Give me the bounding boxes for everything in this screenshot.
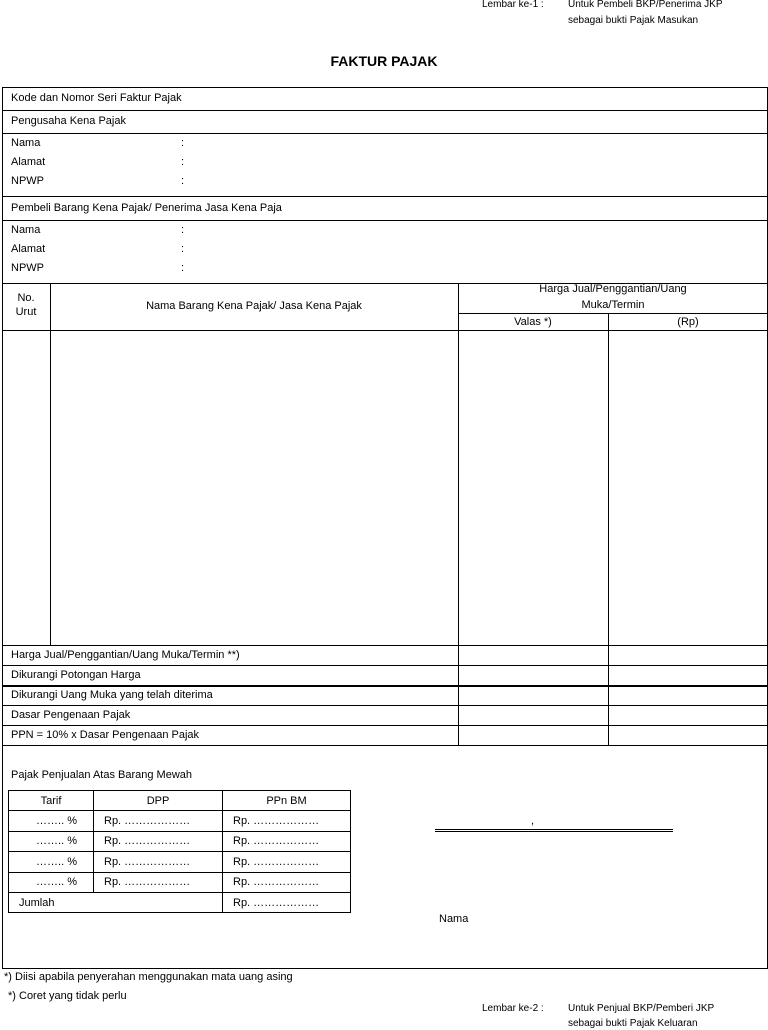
ppnbm-col-ppnbm: PPn BM bbox=[223, 791, 351, 811]
sheet-label-top: Lembar ke-1 : bbox=[482, 0, 544, 10]
col-rp-header: (Rp) bbox=[677, 316, 699, 328]
ppnbm-value-cell: Rp. ……………… bbox=[223, 831, 351, 851]
buyer-npwp-colon: : bbox=[181, 262, 185, 274]
sheet-purpose-bottom-line1: Untuk Penjual BKP/Pemberi JKP bbox=[568, 1003, 715, 1014]
ppnbm-col-tarif: Tarif bbox=[9, 791, 94, 811]
signature-place-date: , bbox=[531, 815, 535, 827]
ppnbm-value-cell: Rp. ……………… bbox=[223, 811, 351, 831]
footnote-foreign-currency: *) Diisi apabila penyerahan menggunakan mata uang asing bbox=[4, 971, 293, 983]
ppnbm-row bbox=[9, 831, 351, 851]
seller-name-label: Nama bbox=[11, 137, 41, 149]
buyer-heading: Pembeli Barang Kena Pajak/ Penerima Jasa Kena Paja bbox=[11, 202, 282, 214]
signature-line bbox=[435, 829, 673, 832]
col-valas-header: Valas *) bbox=[514, 316, 552, 328]
sheet-purpose-top-line1: Untuk Pembeli BKP/Penerima JKP bbox=[568, 0, 723, 10]
ppnbm-total-value: Rp. ……………… bbox=[223, 892, 351, 912]
seller-address-label: Alamat bbox=[11, 156, 46, 168]
signature-name-label: Nama bbox=[439, 913, 469, 925]
buyer-address-colon: : bbox=[181, 243, 185, 255]
ppnbm-row bbox=[9, 872, 351, 892]
ppnbm-table bbox=[8, 790, 351, 913]
ppnbm-dpp-cell: Rp. ……………… bbox=[94, 831, 223, 851]
buyer-address-label: Alamat bbox=[11, 243, 46, 255]
ppnbm-total-label: Jumlah bbox=[9, 892, 223, 912]
summary-row-vat: PPN = 10% x Dasar Pengenaan Pajak bbox=[11, 729, 200, 741]
ppnbm-col-dpp: DPP bbox=[94, 791, 223, 811]
col-no-header-line2: Urut bbox=[15, 306, 37, 318]
summary-row-price: Harga Jual/Penggantian/Uang Muka/Termin **) bbox=[11, 649, 240, 661]
ppnbm-dpp-cell: Rp. ……………… bbox=[94, 811, 223, 831]
col-price-header-line2: Muka/Termin bbox=[581, 299, 645, 311]
ppnbm-tarif-cell: …….. % bbox=[9, 831, 94, 851]
ppnbm-row bbox=[9, 852, 351, 872]
summary-row-downpayment: Dikurangi Uang Muka yang telah diterima bbox=[11, 689, 213, 701]
ppnbm-row bbox=[9, 811, 351, 831]
buyer-name-colon: : bbox=[181, 224, 185, 236]
page-title: FAKTUR PAJAK bbox=[330, 53, 438, 69]
seller-npwp-label: NPWP bbox=[11, 175, 44, 187]
ppnbm-tarif-cell: …….. % bbox=[9, 872, 94, 892]
ppnbm-tarif-cell: …….. % bbox=[9, 852, 94, 872]
col-no-header-line1: No. bbox=[17, 292, 35, 304]
col-item-name-header: Nama Barang Kena Pajak/ Jasa Kena Pajak bbox=[146, 300, 362, 312]
sheet-purpose-top-line2: sebagai bukti Pajak Masukan bbox=[568, 15, 699, 26]
summary-row-tax-base: Dasar Pengenaan Pajak bbox=[11, 709, 131, 721]
ppnbm-value-cell: Rp. ……………… bbox=[223, 872, 351, 892]
ppnbm-total-row bbox=[9, 892, 351, 912]
ppnbm-header-row bbox=[9, 791, 351, 811]
seller-address-colon: : bbox=[181, 156, 185, 168]
ppnbm-dpp-cell: Rp. ……………… bbox=[94, 872, 223, 892]
sheet-purpose-bottom-line2: sebagai bukti Pajak Keluaran bbox=[568, 1018, 698, 1029]
invoice-code-label: Kode dan Nomor Seri Faktur Pajak bbox=[11, 92, 182, 104]
ppnbm-heading: Pajak Penjualan Atas Barang Mewah bbox=[11, 769, 193, 781]
buyer-name-label: Nama bbox=[11, 224, 41, 236]
ppnbm-dpp-cell: Rp. ……………… bbox=[94, 852, 223, 872]
footnote-strike: *) Coret yang tidak perlu bbox=[8, 990, 127, 1002]
summary-row-discount: Dikurangi Potongan Harga bbox=[11, 669, 141, 681]
ppnbm-tarif-cell: …….. % bbox=[9, 811, 94, 831]
seller-heading: Pengusaha Kena Pajak bbox=[11, 115, 126, 127]
buyer-npwp-label: NPWP bbox=[11, 262, 44, 274]
seller-npwp-colon: : bbox=[181, 175, 185, 187]
col-price-header-line1: Harga Jual/Penggantian/Uang bbox=[539, 283, 687, 295]
ppnbm-value-cell: Rp. ……………… bbox=[223, 852, 351, 872]
seller-name-colon: : bbox=[181, 137, 185, 149]
sheet-label-bottom: Lembar ke-2 : bbox=[482, 1003, 544, 1014]
